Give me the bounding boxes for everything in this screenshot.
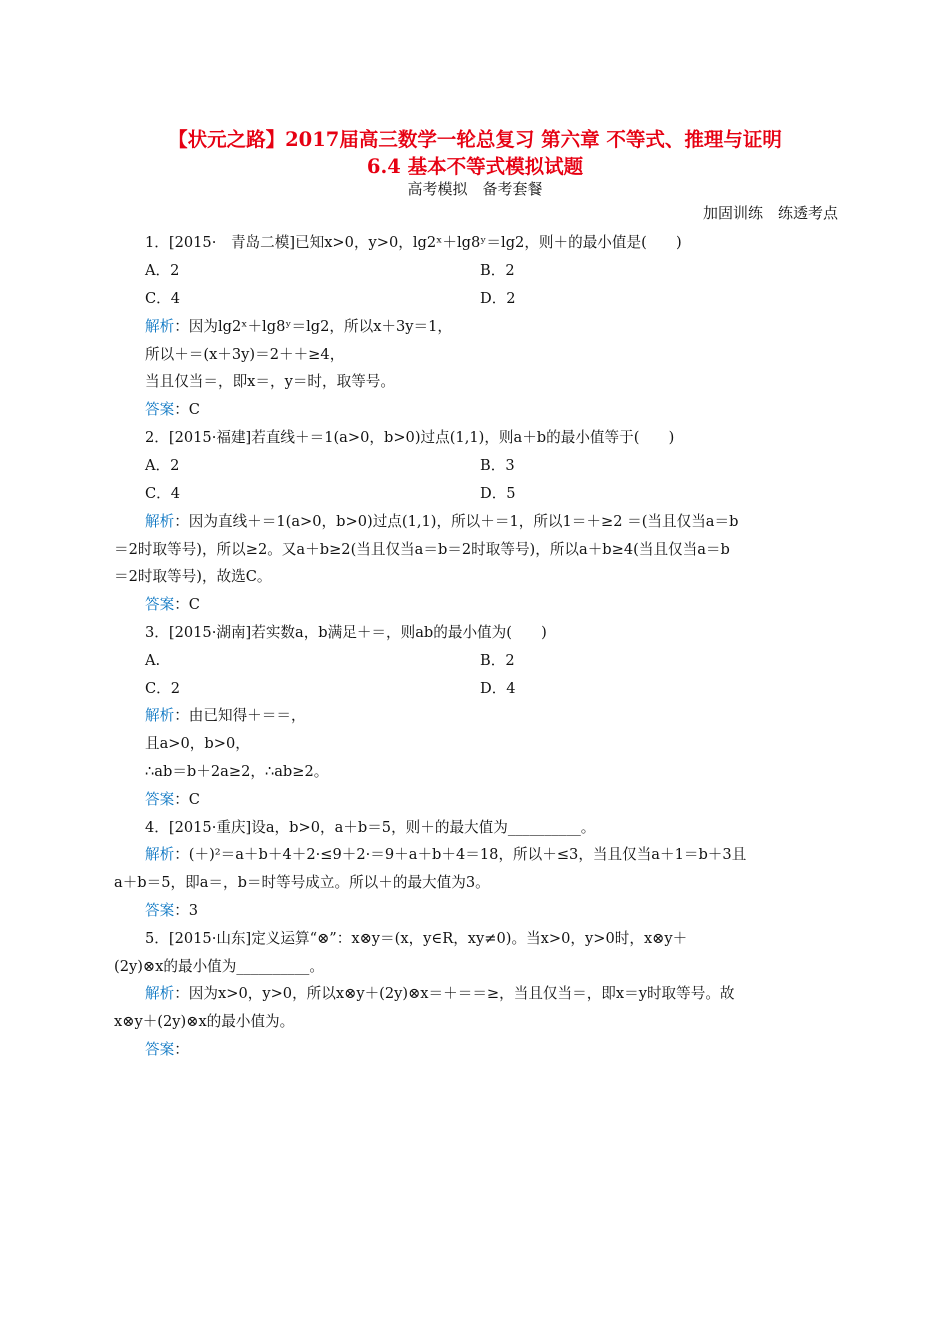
question-3-answer bbox=[145, 790, 200, 810]
answer-text: ：C bbox=[174, 596, 200, 613]
section-note: 加固训练 练透考点 bbox=[702, 204, 838, 222]
question-3-analysis-line-2: 且a>0，b>0， bbox=[145, 735, 250, 752]
question-3-stem: 3．[2015·湖南]若实数a，b满足＋＝，则ab的最小值为( ) bbox=[145, 624, 547, 641]
answer-label: 答案 bbox=[145, 791, 175, 808]
document-section-title: 6.4 基本不等式模拟试题 bbox=[366, 155, 584, 178]
question-3-analysis bbox=[145, 706, 306, 726]
question-2-option-d: D．5 bbox=[480, 485, 516, 502]
question-5-analysis bbox=[145, 984, 735, 1004]
question-4-answer bbox=[145, 901, 198, 921]
question-3-option-a: A. bbox=[145, 652, 161, 669]
question-1-option-c: C．4 bbox=[145, 290, 181, 307]
question-2-stem: 2．[2015·福建]若直线＋＝1(a>0，b>0)过点(1,1)，则a＋b的最小值等于( ) bbox=[145, 429, 675, 446]
answer-label: 答案 bbox=[145, 596, 175, 613]
question-3-option-d: D．4 bbox=[480, 680, 516, 697]
document-title: 【状元之路】2017届高三数学一轮总复习 第六章 不等式、推理与证明 bbox=[168, 128, 782, 151]
analysis-text: ：由已知得＋＝＝， bbox=[174, 707, 306, 724]
answer-label: 答案 bbox=[145, 902, 175, 919]
question-3-option-b: B．2 bbox=[480, 652, 515, 669]
question-2-answer bbox=[145, 595, 200, 615]
question-3-option-c: C．2 bbox=[145, 680, 181, 697]
analysis-label: 解析 bbox=[145, 985, 175, 1002]
analysis-text: ：因为x>0，y>0，所以x⊗y＋(2y)⊗x＝＋＝＝≥，当且仅当＝，即x＝y时取等号。故 bbox=[174, 985, 735, 1002]
answer-label: 答案 bbox=[145, 1041, 175, 1058]
answer-text: ：C bbox=[174, 791, 200, 808]
question-1-analysis bbox=[145, 317, 452, 337]
question-1-analysis-line-3: 当且仅当＝，即x＝，y＝时，取等号。 bbox=[145, 373, 395, 390]
analysis-text: ：因为直线＋＝1(a>0，b>0)过点(1,1)，所以＋＝1，所以1＝＋≥2 ＝(当且仅当a＝b bbox=[174, 513, 739, 530]
analysis-label: 解析 bbox=[145, 318, 175, 335]
document-subtitle: 高考模拟 备考套餐 bbox=[407, 180, 543, 198]
question-5-stem-line-2: (2y)⊗x的最小值为__________。 bbox=[114, 958, 324, 975]
question-5-analysis-line-2: x⊗y＋(2y)⊗x的最小值为。 bbox=[114, 1013, 295, 1030]
question-2-option-c: C．4 bbox=[145, 485, 181, 502]
answer-text: ：3 bbox=[174, 902, 199, 919]
analysis-label: 解析 bbox=[145, 513, 175, 530]
question-2-option-b: B．3 bbox=[480, 457, 515, 474]
answer-label: 答案 bbox=[145, 401, 175, 418]
question-1-option-a: A．2 bbox=[145, 262, 180, 279]
question-2-analysis bbox=[145, 512, 738, 532]
question-1-option-b: B．2 bbox=[480, 262, 515, 279]
analysis-label: 解析 bbox=[145, 707, 175, 724]
question-4-analysis-line-2: a＋b＝5，即a＝，b＝时等号成立。所以＋的最大值为3。 bbox=[114, 874, 490, 891]
analysis-text: ：(＋)²＝a＋b＋4＋2·≤9＋2·＝9＋a＋b＋4＝18，所以＋≤3，当且仅当a＋1＝b＋3且 bbox=[174, 846, 747, 863]
question-1-option-d: D．2 bbox=[480, 290, 516, 307]
question-4-analysis bbox=[145, 845, 746, 865]
answer-text: ：C bbox=[174, 401, 200, 418]
question-5-stem: 5．[2015·山东]定义运算“⊗”：x⊗y＝(x，y∈R，xy≠0)。当x>0，y>0时，x⊗y＋ bbox=[145, 930, 688, 947]
question-2-analysis-line-3: ＝2时取等号)，故选C。 bbox=[114, 568, 272, 585]
question-1-answer bbox=[145, 400, 200, 420]
question-2-option-a: A．2 bbox=[145, 457, 180, 474]
answer-text: ： bbox=[174, 1041, 189, 1058]
question-1-analysis-line-2: 所以＋＝(x＋3y)＝2＋＋≥4， bbox=[145, 346, 345, 363]
question-2-analysis-line-2: ＝2时取等号)，所以≥2。又a＋b≥2(当且仅当a＝b＝2时取等号)，所以a＋b≥4(当且仅当a＝b bbox=[114, 541, 730, 558]
analysis-label: 解析 bbox=[145, 846, 175, 863]
question-4-stem: 4．[2015·重庆]设a，b>0，a＋b＝5，则＋的最大值为__________。 bbox=[145, 819, 596, 836]
question-3-analysis-line-3: ∴ab＝b＋2a≥2，∴ab≥2。 bbox=[145, 763, 329, 780]
question-1-stem: 1．[2015· 青岛二模]已知x>0，y>0，lg2ˣ＋lg8ʸ＝lg2，则＋的最小值是( ) bbox=[145, 234, 682, 251]
analysis-text: ：因为lg2ˣ＋lg8ʸ＝lg2，所以x＋3y＝1， bbox=[174, 318, 453, 335]
question-5-answer bbox=[145, 1040, 189, 1060]
